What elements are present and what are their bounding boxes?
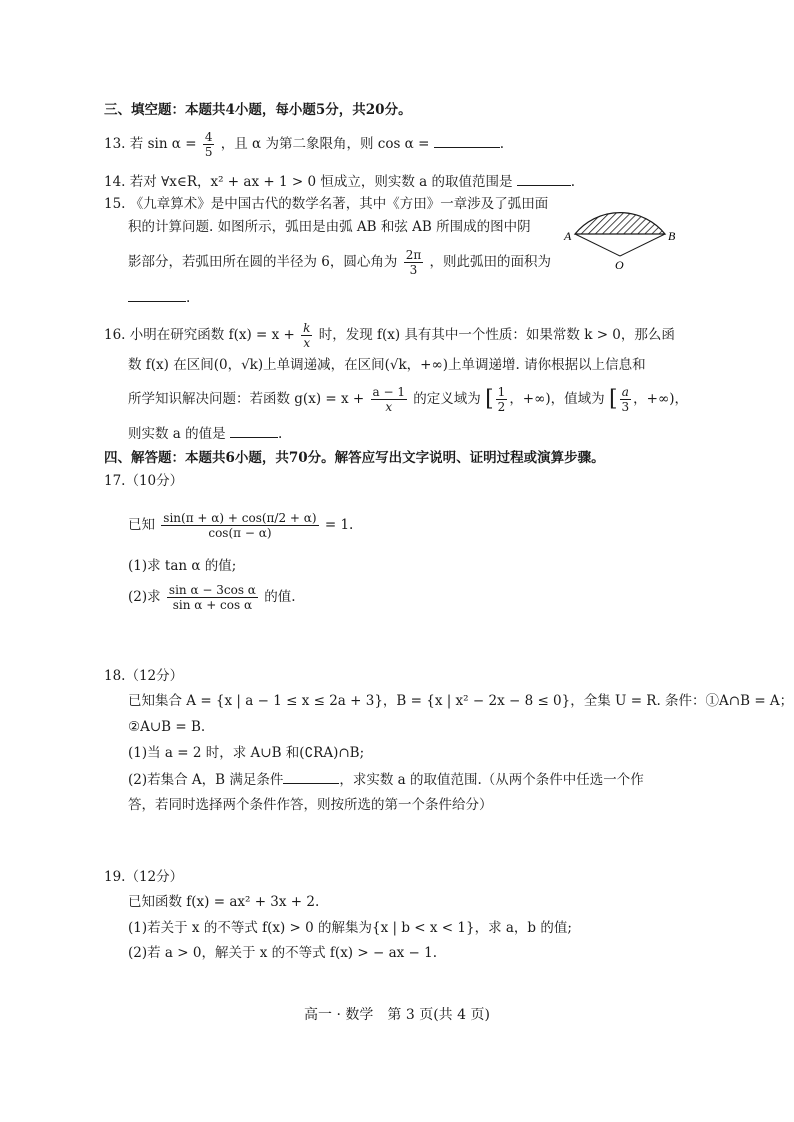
arc-segment-shaded [575,213,665,234]
question-15-line-3: 影部分，若弧田所在圆的半径为 6，圆心角为 $\frac{2\pi}{3}$ ，则此弧田的面积为 [128,248,552,277]
label-o: O [615,258,624,272]
q17-heading: 17.（10分） [104,473,184,489]
q17-part-1: (1)求 tan α 的值; [128,558,237,574]
question-16-line-4: 则实数 a 的值是 . [128,426,283,442]
section-3-heading: 三、填空题：本题共4小题，每小题5分，共20分。 [104,102,412,118]
q18-line-3: (1)当 a = 2 时，求 A∪B 和(∁RA)∩B; [128,745,365,761]
q17-part-2: (2)求 $\frac{\text{sin α − 3cos α}}{\text{sin α + cos α}}$ 的值. [128,583,296,612]
section-4-heading: 四、解答题：本题共6小题，共70分。解答应写出文字说明、证明过程或演算步骤。 [104,450,605,466]
q19-line-3: (2)若 a > 0，解关于 x 的不等式 f(x) > − ax − 1. [128,945,438,961]
question-14: 14. 若对 ∀x∈R，x² + ax + 1 > 0 恒成立，则实数 a 的取值范围是 . [104,174,576,190]
question-13: 13. 若 sin α = $\frac{4}{5}$ ，且 α 为第二象限角，则 cos α = . [104,130,504,159]
question-16-line-1: 16. 小明在研究函数 f(x) = x + $\frac{k}{x}$ 时，发现 f(x) 具有其中一个性质：如果常数 k > 0，那么函 [104,321,675,350]
q15-answer-line: . [128,288,190,307]
label-a: A [564,229,572,243]
q16-answer-blank[interactable] [230,424,278,438]
q18-heading: 18.（12分） [104,668,184,684]
q19-line-2: (1)若关于 x 的不等式 f(x) > 0 的解集为{x | b < x < 1}，求 a，b 的值; [128,920,572,936]
q18-line-4: (2)若集合 A，B 满足条件 ，求实数 a 的取值范围.（从两个条件中任选一个作 [128,772,644,788]
q16-number: 16. [104,327,126,343]
q14-answer-blank[interactable] [517,172,571,186]
q14-text: 若对 ∀x∈R，x² + ax + 1 > 0 恒成立，则实数 a 的取值范围是 [129,174,513,190]
q15-answer-blank[interactable] [128,288,186,302]
q18-line-5: 答，若同时选择两个条件作答，则按所选的第一个条件给分） [128,797,493,813]
q15-number: 15. [104,196,126,212]
question-16-line-2: 数 f(x) 在区间(0，√k)上单调递减，在区间(√k，+∞)上单调递增. 请你根据以上信息和 [128,357,646,373]
question-15-line-2: 积的计算问题. 如图所示，弧田是由弧 AB 和弦 AB 所围成的图中阴 [128,219,531,235]
q18-line-1: 已知集合 A = {x | a − 1 ≤ x ≤ 2a + 3}，B = {x | x² − 2x − 8 ≤ 0}，全集 U = R. 条件：①A∩B = A； [128,693,794,709]
page-footer: 高一 · 数学 第 3 页(共 4 页) [304,1007,490,1023]
q13-text-a: 若 sin α = [129,136,197,152]
q18-line-2: ②A∪B = B. [128,719,206,735]
label-b: B [668,229,676,243]
q13-answer-blank[interactable] [434,134,500,148]
radius-ob [620,234,665,256]
q13-fraction: $\frac{4}{5}$ [204,130,213,159]
q13-text-b: ，且 α 为第二象限角，则 cos α = [220,136,430,152]
question-16-line-3: 所学知识解决问题：若函数 g(x) = x + $\frac{a - 1}{x}$ 的定义域为 [ $\frac{1}{2}$ ，+∞)，值域为 [ $\frac{a}{3}$ ，+∞)， [128,385,688,414]
arc-field-figure [562,196,682,276]
question-15-line-1: 15. 《九章算术》是中国古代的数学名著，其中《方田》一章涉及了弧田面 [104,196,549,212]
q19-heading: 19.（12分） [104,869,184,885]
q13-number: 13. [104,136,126,152]
q18-condition-blank[interactable] [283,770,339,784]
radius-oa [575,234,620,256]
q19-line-1: 已知函数 f(x) = ax² + 3x + 2. [128,894,320,910]
q14-number: 14. [104,174,126,190]
q17-given: 已知 $\frac{\sin(\pi + \alpha) + \cos(\pi/2 + \alpha)}{\cos(\pi - \alpha)}$ = 1. [128,511,354,540]
